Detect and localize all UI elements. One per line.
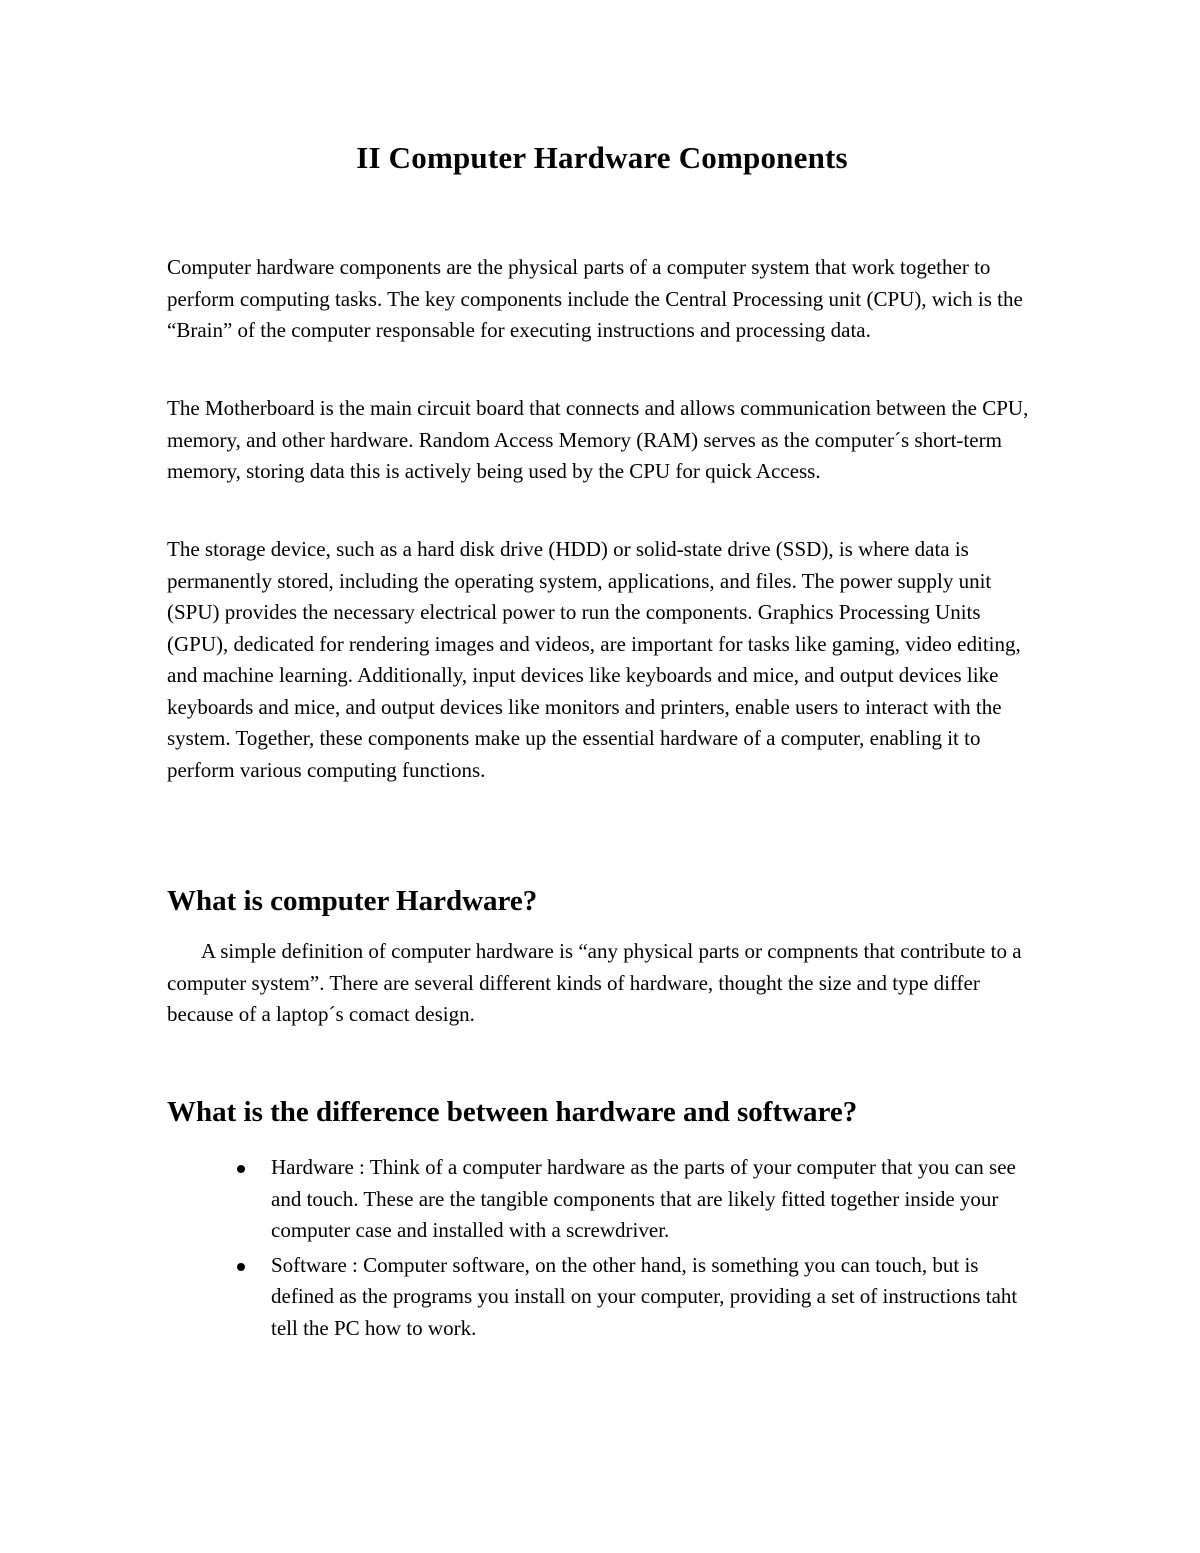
list-item	[167, 1250, 1037, 1345]
difference-bullet-list	[167, 1152, 1037, 1347]
bullet-text-hardware: Hardware : Think of a computer hardware as the parts of your computer that you can see and touch. These are the tangible components that are likely fitted together inside your computer case and installed with a screwdriver.	[271, 1155, 1016, 1242]
document-title: II Computer Hardware Components	[356, 140, 848, 175]
list-item	[167, 1152, 1037, 1247]
motherboard-paragraph: The Motherboard is the main circuit board that connects and allows communication between the CPU, memory, and other hardware. Random Access Memory (RAM) serves as the computer´s short-term memory, storing data this is actively being used by the CPU for quick Access.	[167, 396, 1029, 483]
bullet-text-software: Software : Computer software, on the other hand, is something you can touch, but is defined as the programs you install on your computer, providing a set of instructions taht tell the PC how to work.	[271, 1252, 1018, 1340]
intro-paragraph: Computer hardware components are the physical parts of a computer system that work together to perform computing tasks. The key components include the Central Processing unit (CPU), wich is the “Brain” of the computer responsable for executing instructions and processing data.	[167, 255, 1023, 342]
hardware-definition-paragraph: A simple definition of computer hardware is “any physical parts or compnents that contribute to a computer system”. There are several different kinds of hardware, thought the size and type differ because of a laptop´s comact design.	[167, 939, 1022, 1026]
section-heading-difference: What is the difference between hardware and software?	[167, 1096, 858, 1128]
section-heading-hardware: What is computer Hardware?	[167, 885, 538, 917]
bullet-icon	[237, 1165, 245, 1173]
bullet-icon	[237, 1263, 245, 1271]
storage-paragraph: The storage device, such as a hard disk drive (HDD) or solid-state drive (SSD), is where data is permanently stored, including the operating system, applications, and files. The power supply unit (SPU) provides the necessary electrical power to run the components. Graphics Processing Units (GPU), dedicated for rendering images and videos, are important for tasks like gaming, video editing, and machine learning. Additionally, input devices like keyboards and mice, and output devices like keyboards and mice, and output devices like monitors and printers, enable users to interact with the system. Together, these components make up the essential hardware of a computer, enabling it to perform various computing functions.	[167, 537, 1021, 782]
